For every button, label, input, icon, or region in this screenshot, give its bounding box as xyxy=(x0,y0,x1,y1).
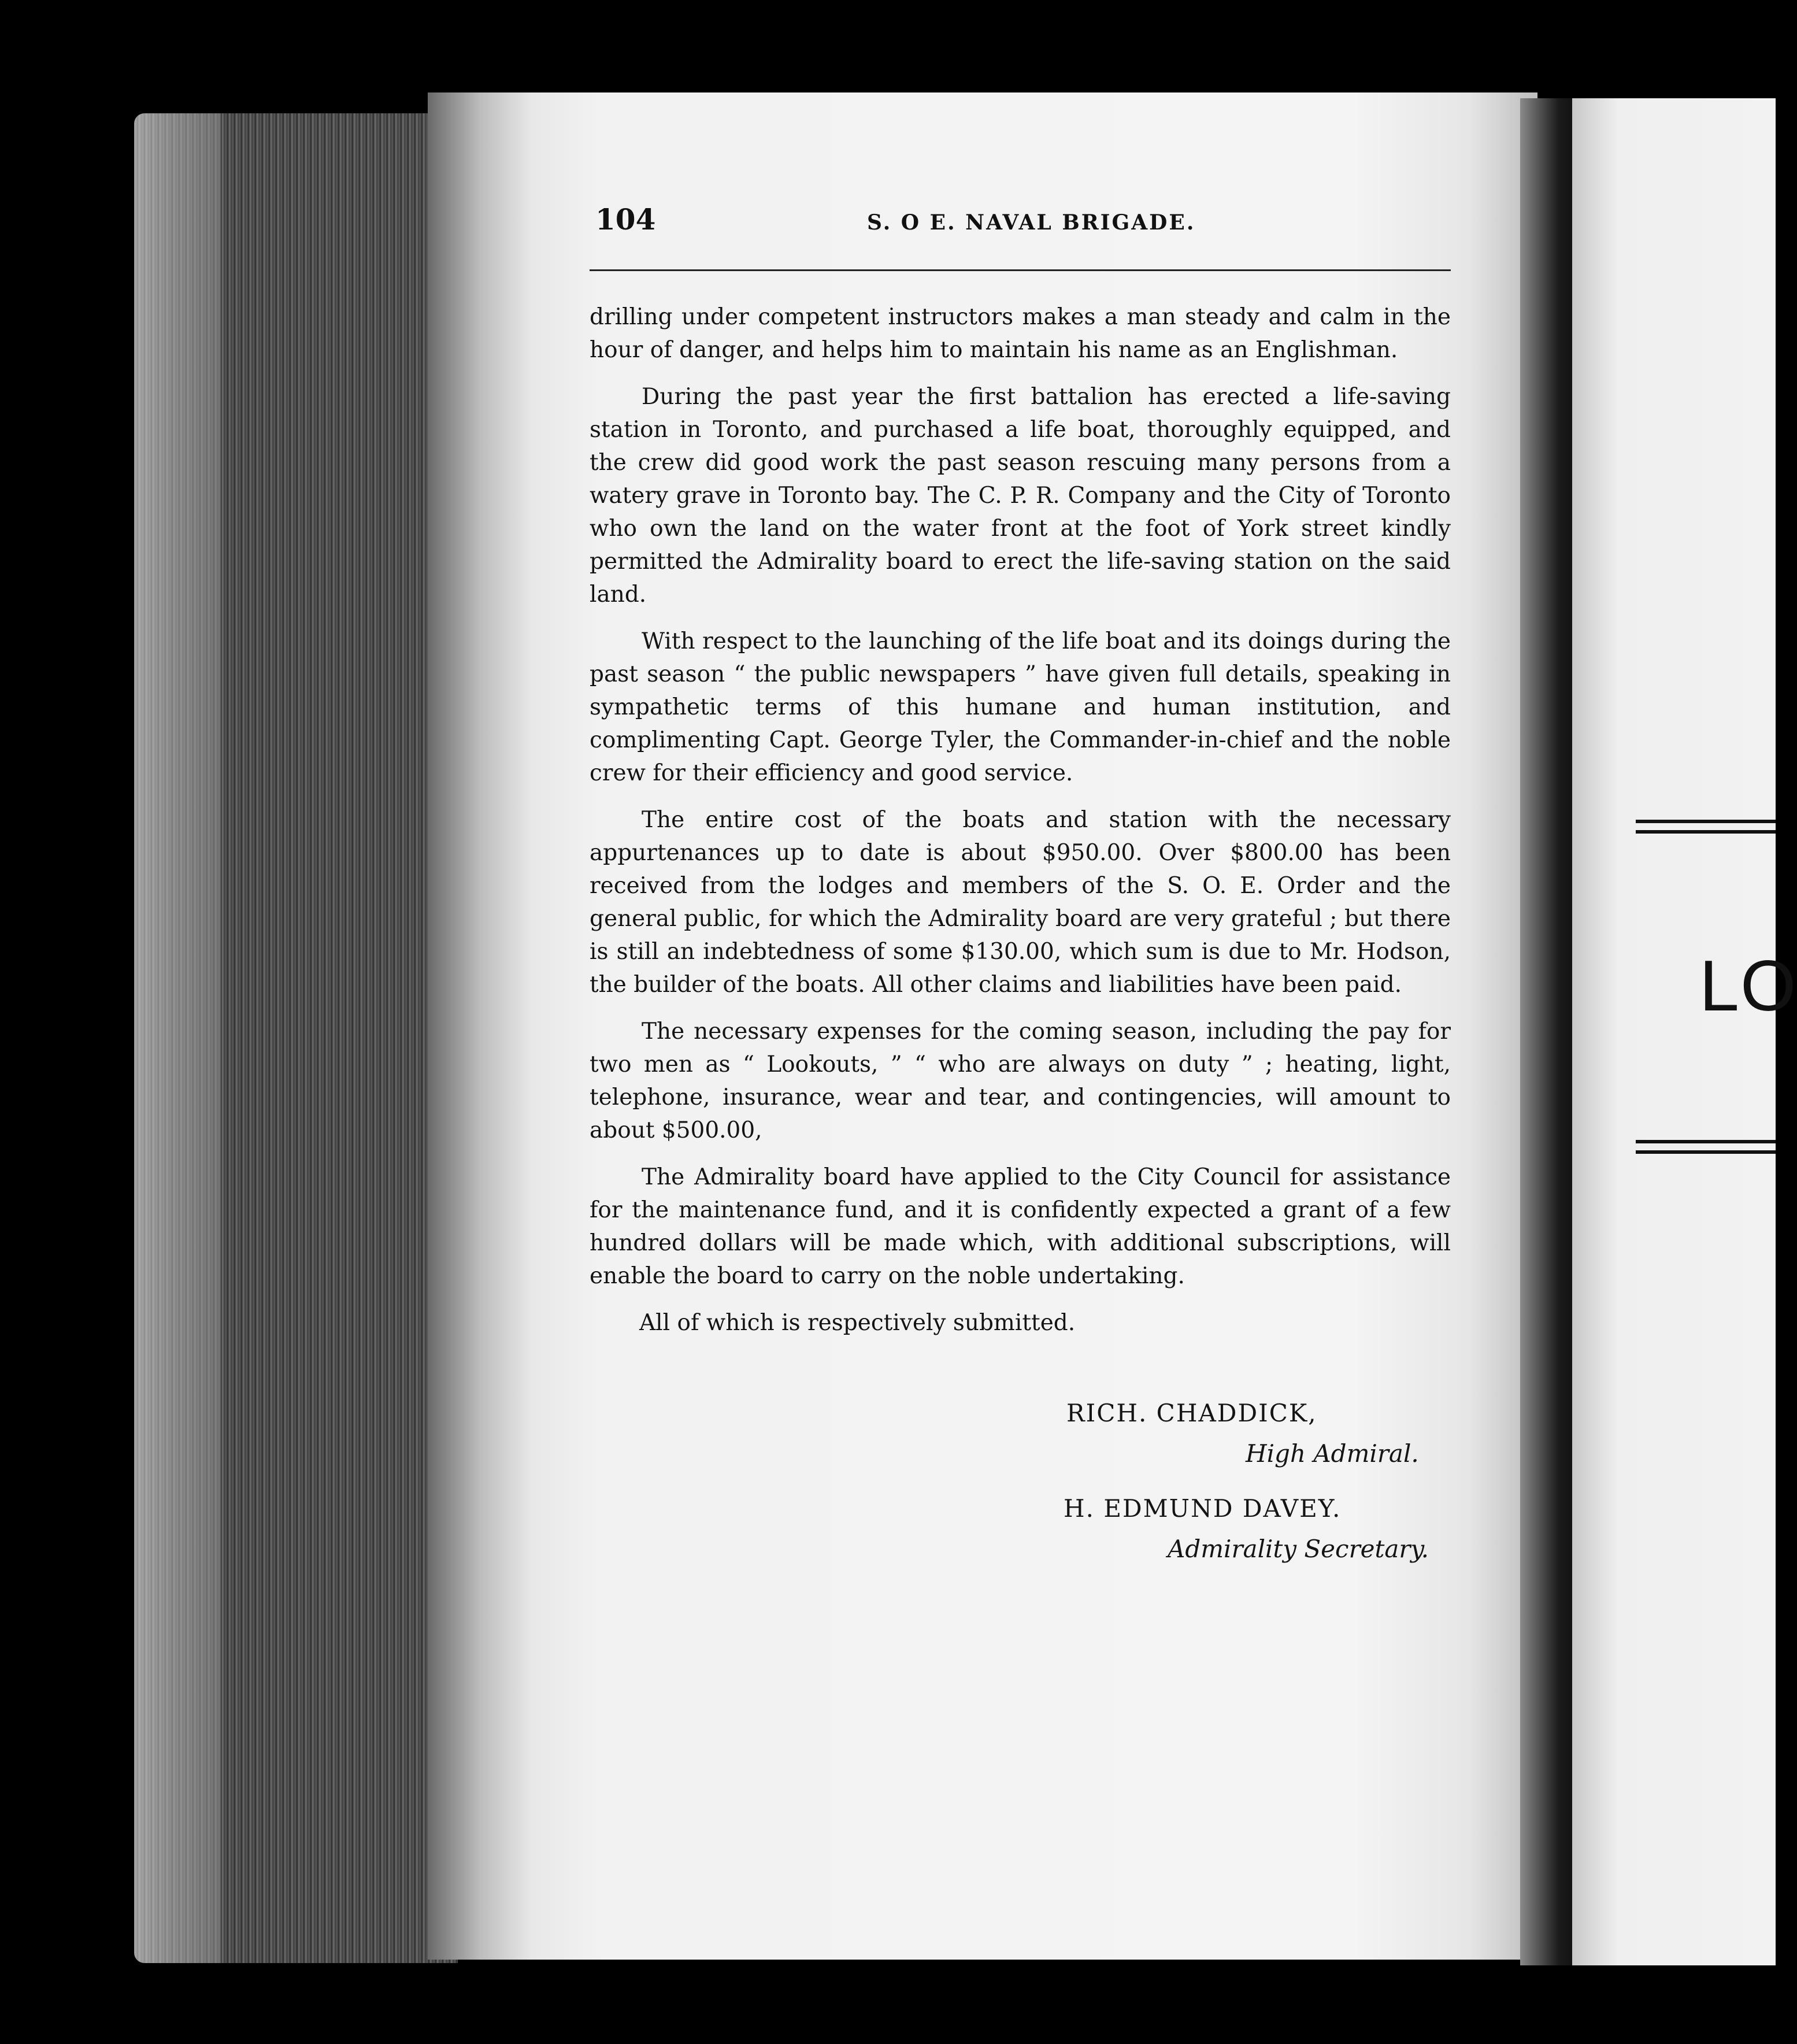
paragraph: The entire cost of the boats and station with the necessary appurtenances up to date is about $950.00. Over $800.00 has been received from the lodges and members of the S. O. E. Order and the general public, for which the Admirality board are very grateful ; but there is still an indebtedness of some $130.00, which sum is due to Mr. Hodson, the builder of the boats. All other claims and liabilities have been paid. xyxy=(590,807,1451,998)
paragraph: The necessary expenses for the coming season, including the pay for two men as “ Lookouts, ” “ who are always on duty ” ; heating, light, telephone, insurance, wear and tear, and contingencies, will amount to about $500.00, xyxy=(590,1019,1451,1143)
facing-page-rule-bottom-1 xyxy=(1636,1140,1776,1143)
header-rule xyxy=(590,269,1451,271)
signature-name: RICH. CHADDICK, xyxy=(1066,1399,1317,1427)
page-header xyxy=(595,202,1451,249)
running-head: S. O E. NAVAL BRIGADE. xyxy=(867,210,1196,235)
page-number: 104 xyxy=(595,202,656,236)
paragraph: During the past year the first battalion has erected a life-saving station in Toronto, and purchased a life boat, thoroughly equipped, and the crew did good work the past season rescuing many persons from a watery grave in Toronto bay. The C. P. R. Company and the City of Toronto who own the land on the water front at the foot of York street kindly permitted the Admirality board to erect the life-saving station on the said land. xyxy=(590,384,1451,608)
book-page-edges-highlight xyxy=(134,113,221,1963)
paragraph: The Admirality board have applied to the City Council for assistance for the maintenance fund, and it is confidently expected a grant of a few hundred dollars will be made which, with additional subscriptions, will enable the board to carry on the noble undertaking. xyxy=(590,1164,1451,1289)
page-body xyxy=(590,301,1451,1353)
facing-page-rule-bottom-2 xyxy=(1636,1150,1776,1154)
closing-line: All of which is respectively submitted. xyxy=(639,1310,1076,1336)
signature-title: High Admiral. xyxy=(1246,1439,1419,1468)
paragraph: drilling under competent instructors makes a man steady and calm in the hour of danger, and helps him to maintain his name as an Englishman. xyxy=(590,304,1451,363)
facing-page-rule-top-1 xyxy=(1636,820,1776,823)
paragraph: With respect to the launching of the life boat and its doings during the past season “ the public newspapers ” have given full details, speaking in sympathetic terms of this humane and human institution, and complimenting Capt. George Tyler, the Commander-in-chief and the noble crew for their efficiency and good service. xyxy=(590,628,1451,786)
facing-page-heading: LO xyxy=(1699,946,1797,1026)
signature-name: H. EDMUND DAVEY. xyxy=(1064,1494,1342,1523)
signature-title: Admirality Secretary. xyxy=(1168,1535,1429,1563)
facing-page-rule-top-2 xyxy=(1636,830,1776,834)
facing-page xyxy=(1572,98,1776,1965)
